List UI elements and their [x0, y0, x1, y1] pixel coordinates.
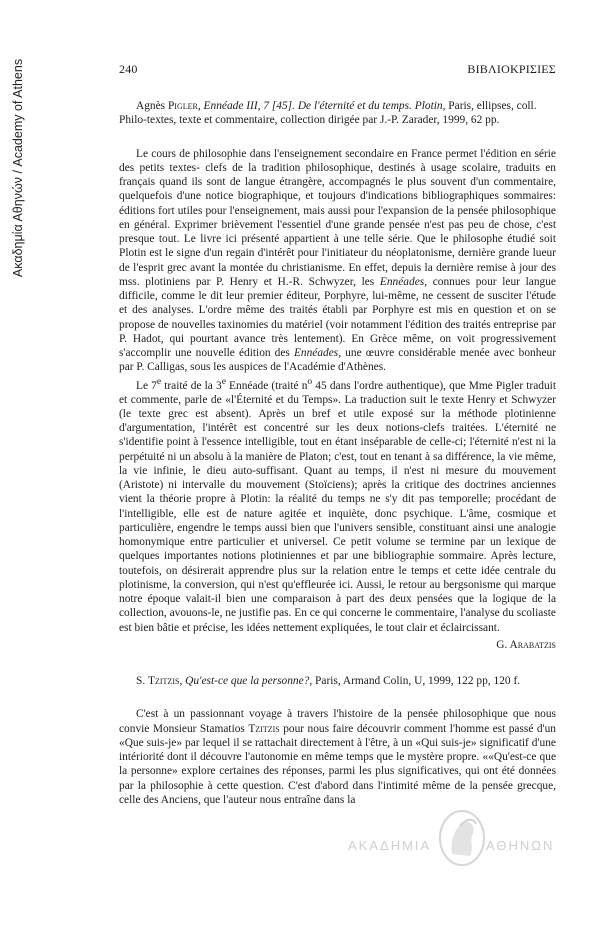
review1-title: Ennéade III, 7 [45]. De l'éternité et du temps. Plotin [203, 100, 443, 112]
review1-p2-sup-3: o [307, 376, 313, 387]
review1-reference: Agnès Pigler, Ennéade III, 7 [45]. De l'éternité et du temps. Plotin, Paris, ellipses, coll. Philo-textes, texte et commentaire, collection dirigée par J.-P. Zarader, 1999, 62 pp. [119, 100, 537, 127]
watermark-text-left: ΑΚΑΔΗΜΙΑ [348, 838, 432, 853]
review2-title: Qu'est-ce que la personne? [185, 675, 310, 688]
review1-p2-sup-1: e [156, 376, 162, 387]
review2-reference: S. Tzitzis, Qu'est-ce que la personne?, Paris, Armand Colin, U, 1999, 122 pp, 120 f. [136, 675, 521, 688]
review1-p1-emphasis-2: Ennéades, [293, 347, 342, 359]
review1-p1-text-b: connues pour leur langue difficile, comme le dit leur premier éditeur, Porphyre, lui-même, ne cessent de susciter l'étude et des analyses. L'ordre même des traités établi par Porphyre est mis en question et on se propose de nouvelles taxinomies du matériel (voir notamment l'édition des traités entreprise par P. Hadot, qui pourtant avance très lentement). En Grèce même, on voit progressivement s'accomplir une nouvelle édition des [119, 275, 556, 359]
review1-paragraph-2 [119, 375, 556, 635]
athena-seal-icon [436, 808, 488, 870]
review1-p2-text-c: Ennéade (traité n [225, 379, 308, 392]
page-header [119, 62, 556, 77]
review1-signature: G. Arabatzis [496, 638, 556, 651]
review1-p2-text-b: traité de la 3 [161, 379, 222, 392]
review1-p2-sup-2: e [221, 376, 226, 387]
review2-author-first: S. [136, 675, 149, 688]
review2-p1-text-a: C'est à un passionnant voyage à travers l'histoire de la pensée philosophique que nous convie Monsieur Stamatios [119, 708, 556, 735]
review1-details: , Paris, ellipses, coll. Philo-textes, texte et commentaire, collection dirigée par J.-P. Zarader, 1999, 62 pp. [119, 100, 537, 127]
review1-p2-text-d: 45 dans l'ordre authentique), que Mme Pigler traduit et commente, parle de «l'Éternité et du Temps». La traduction suit le texte Henry et Schwyzer (le texte grec est absent). Après un bref et utile exposé sur la méthode plotinienne d'argumentation, l'intérêt est concentré sur les deux notions-clefs traitées. L'éternité ne s'identifie point à l'essence intelligible, tout en étant inséparable de celle-ci; l'éternité n'est ni la perpétuité ni un absolu à la manière de Platon; c'est, tout en tenant à sa différence, la vie même, la vie infinie, le dieu auto-suffisant. Quant au temps, il n'est ni mesure du mouvement (Aristote) ni intervalle du mouvement (Stoïciens); après la critique des doctrines anciennes vient la théorie propre à Plotin: la réalité du temps ne s'y dit pas temporelle; procédant de l'intelligible, elle est de nature agitée et inquiète, donc psychique. L'âme, cosmique et particulière, engendre le temps aussi bien que l'univers sensible, constituant ainsi une analogie homonymique entre particulier et universel. Ce petit volume se termine par un lexique de quelques importantes notions plotiniennes et par une bibliographie sommaire. Après lecture, toutefois, on désirerait apprendre plus sur la relation entre le temps et cette idée centrale du plotinisme, la conversion, qui n'est qu'effleurée ici. Aussi, le retour au bergsonisme qui marque notre époque valait-il bien une comparaison à part des deux pensées que la logique de la collection, avouons-le, ne justifie pas. En ce qui concerne le commentaire, l'analyse du scoliaste est bien bâtie et précise, les idées nettement expliquées, le tout clair et éclaircissant. [119, 379, 556, 634]
watermark-text-right: ΑΘΗΝΩΝ [486, 838, 555, 853]
review1-p2-text-a: Le 7 [136, 379, 157, 392]
review1-p1-text-c: une œuvre considérable menée avec bonheur par P. Calligas, sous les auspices de l'Académie d'Athènes. [119, 347, 556, 374]
side-stamp-text: Ακαδημία Αθηνών / Academy of Athens [11, 58, 25, 278]
review2-p1-author-name: Tzitzis [248, 722, 280, 735]
review1-p1-emphasis-1: Ennéades, [379, 275, 428, 288]
review2-p1-text-b: pour nous faire découvrir comment l'homme est passé d'un «Que suis-je» par lequel il se rattachait directement à l'être, à un «Qui suis-je» significatif d'une intériorité dont il découvre l'autonomie en même temps que le mystère propre. ««Qu'est-ce que la personne» explore certaines des réponses, parmi les plus significatives, qui ont été données par la philosophie à cette question. C'est d'abord dans l'intimité même de la pensée grecque, celle des Anciens, que l'auteur nous entraîne dans la [119, 722, 556, 806]
page-number: 240 [119, 62, 138, 76]
review2-details: , Paris, Armand Colin, U, 1999, 122 pp, 120 f. [309, 675, 521, 688]
review1-paragraph-1 [119, 147, 556, 375]
review1-author-first: Agnès [136, 100, 168, 112]
academy-watermark [336, 808, 576, 878]
review1-author-last: Pigler [167, 100, 198, 112]
academy-side-stamp [8, 38, 28, 298]
page-content [119, 99, 556, 807]
review2-paragraph-1 [119, 707, 556, 807]
review2-author-last: Tzitzis [148, 675, 180, 688]
section-title: ΒΙΒΛΙΟΚΡΙΣΙΕΣ [467, 62, 556, 76]
review1-p1-text-a: Le cours de philosophie dans l'enseignement secondaire en France permet l'édition en série des petits textes- clefs de la tradition philosophique, destinés à usage scolaire, traduits en français quand ils sont de langue étrangère, accompagnés le plus souvent d'un commentaire, quelquefois d'une notice biographique, et toujours d'indications bibliographiques sommaires: éditions fort utiles pour l'enseignement, mais aussi pour l'expansion de la pensée philosophique en général. Exprimer brièvement l'essentiel d'une grande pensée n'est pas peu de chose, c'est presque tout. Le livre ici présenté appartient à une telle série. Que le philosophe étudié soit Plotin est le signe d'un regain d'intérêt pour l'initiateur du néoplatonisme, dernière grande lueur de l'esprit grec avant la montée du christianisme. En effet, depuis la dernière remise à jour des mss. plotiniens par P. Henry et H.-R. Schwyzer, les [119, 147, 556, 288]
